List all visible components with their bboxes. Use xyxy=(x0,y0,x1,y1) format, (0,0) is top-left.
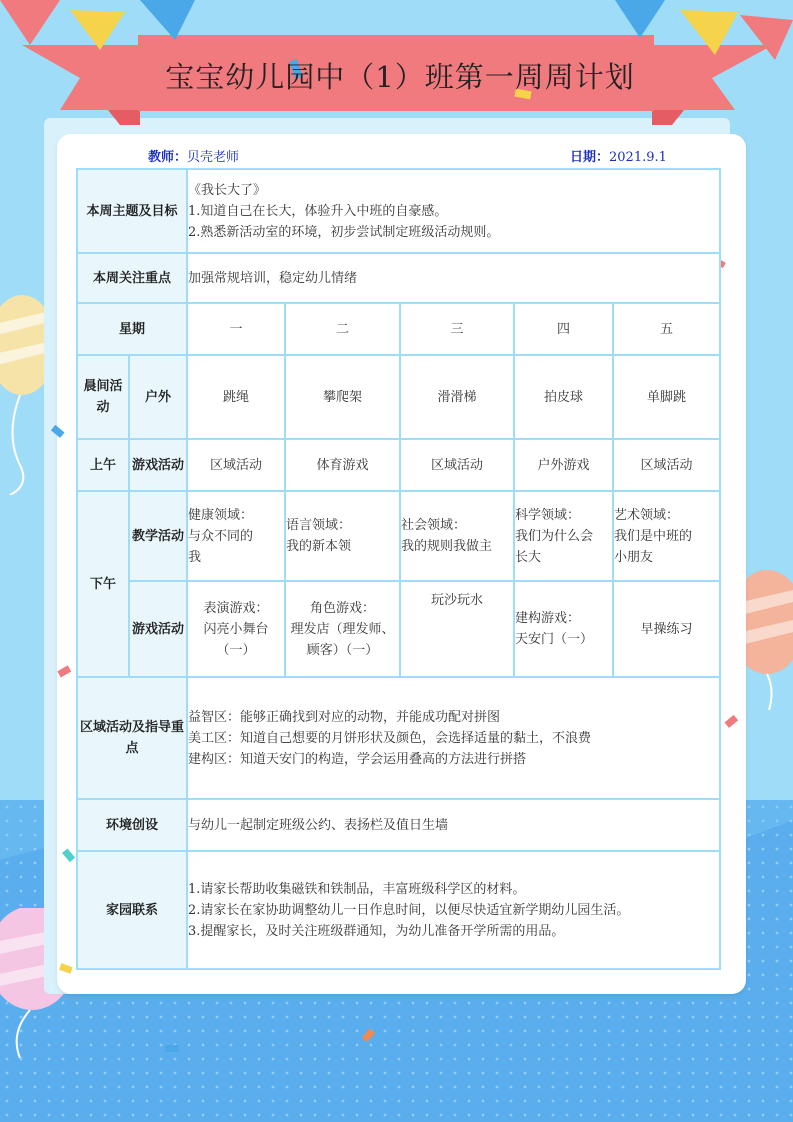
home-row xyxy=(77,851,720,969)
cell-line: 顾客）（一） xyxy=(306,642,379,658)
weekday-thu: 四 xyxy=(514,303,613,355)
cell-line: 长大 xyxy=(515,549,542,565)
cell-line: 建构游戏： xyxy=(515,611,581,626)
area-content xyxy=(187,677,720,799)
am-cell: 户外游戏 xyxy=(514,439,613,491)
pm-games-cell: 早操练习 xyxy=(613,581,720,677)
area-line: 益智区：能够正确找到对应的动物，并能成功配对拼图 xyxy=(188,709,501,725)
cell-line: 理发店（理发师、 xyxy=(290,621,395,637)
area-row xyxy=(77,677,720,799)
morning-cell: 滑滑梯 xyxy=(400,355,514,439)
pm-teaching-cell xyxy=(613,491,720,581)
pm-games-cell xyxy=(514,581,613,677)
date-info xyxy=(570,146,667,165)
cell-line: 我们为什么会 xyxy=(515,528,594,544)
morning-cell: 攀爬架 xyxy=(285,355,400,439)
focus-label: 本周关注重点 xyxy=(77,253,187,303)
theme-row xyxy=(77,169,720,253)
flag-blue-icon xyxy=(140,0,195,40)
cell-line: 社会领域： xyxy=(401,518,467,533)
cell-line: 表演游戏： xyxy=(203,600,269,616)
morning-section: 晨间活动 xyxy=(77,355,129,439)
pm-teaching-sub: 教学活动 xyxy=(129,491,187,581)
theme-line: 2.熟悉新活动室的环境，初步尝试制定班级活动规则。 xyxy=(188,224,500,240)
am-cell: 区域活动 xyxy=(613,439,720,491)
area-line: 建构区：知道天安门的构造，学会运用叠高的方法进行拼搭 xyxy=(188,751,527,767)
weekday-label: 星期 xyxy=(77,303,187,355)
morning-sub: 户外 xyxy=(129,355,187,439)
date-value: 2021.9.1 xyxy=(609,150,667,165)
pm-teaching-cell xyxy=(514,491,613,581)
home-line: 2.请家长在家协助调整幼儿一日作息时间，以便尽快适宜新学期幼儿园生活。 xyxy=(188,902,630,918)
weekday-fri: 五 xyxy=(613,303,720,355)
cell-line: 与众不同的 xyxy=(188,528,254,544)
cell-line: 科学领域： xyxy=(515,507,581,523)
am-section: 上午 xyxy=(77,439,129,491)
morning-cell: 单脚跳 xyxy=(613,355,720,439)
weekly-plan-table xyxy=(76,168,721,970)
pm-teaching-cell xyxy=(285,491,400,581)
morning-cell: 跳绳 xyxy=(187,355,285,439)
theme-line: 《我长大了》 xyxy=(188,182,267,198)
pm-teaching-row xyxy=(77,491,720,581)
teacher-label: 教师： xyxy=(148,150,188,165)
environment-label: 环境创设 xyxy=(77,799,187,851)
pm-games-row xyxy=(77,581,720,677)
weekday-row xyxy=(77,303,720,355)
cell-line: 角色游戏： xyxy=(310,600,376,616)
area-label: 区域活动及指导重点 xyxy=(77,677,187,799)
cell-line: （一） xyxy=(216,642,256,658)
cell-line: 艺术领域： xyxy=(614,507,680,523)
cell-line: 我们是中班的 xyxy=(614,528,693,544)
pm-games-cell xyxy=(285,581,400,677)
home-label: 家园联系 xyxy=(77,851,187,969)
environment-text: 与幼儿一起制定班级公约、表扬栏及值日生墙 xyxy=(187,799,720,851)
cell-line: 天安门（一） xyxy=(515,632,594,647)
environment-row xyxy=(77,799,720,851)
cell-line: 我的规则我做主 xyxy=(401,539,493,554)
focus-row xyxy=(77,253,720,303)
morning-cell: 拍皮球 xyxy=(514,355,613,439)
pm-games-sub: 游戏活动 xyxy=(129,581,187,677)
date-label: 日期： xyxy=(570,150,610,165)
cell-line: 闪亮小舞台 xyxy=(203,621,269,637)
home-line: 3.提醒家长，及时关注班级群通知，为幼儿准备开学所需的用品。 xyxy=(188,923,565,939)
am-row xyxy=(77,439,720,491)
am-cell: 区域活动 xyxy=(187,439,285,491)
am-cell: 体育游戏 xyxy=(285,439,400,491)
pm-section: 下午 xyxy=(77,491,129,677)
pm-games-cell xyxy=(187,581,285,677)
theme-line: 1.知道自己在长大，体验升入中班的自豪感。 xyxy=(188,203,448,219)
theme-content xyxy=(187,169,720,253)
pm-teaching-cell xyxy=(187,491,285,581)
area-line: 美工区：知道自己想要的月饼形状及颜色，会选择适量的黏土，不浪费 xyxy=(188,730,592,746)
cell-line: 语言领域： xyxy=(286,518,352,533)
home-content xyxy=(187,851,720,969)
cell-line: 小朋友 xyxy=(614,549,654,565)
cell-line: 健康领域： xyxy=(188,507,254,523)
focus-text: 加强常规培训，稳定幼儿情绪 xyxy=(187,253,720,303)
am-sub: 游戏活动 xyxy=(129,439,187,491)
weekday-mon: 一 xyxy=(187,303,285,355)
theme-label: 本周主题及目标 xyxy=(77,169,187,253)
cell-line: 我 xyxy=(188,549,202,565)
weekday-wed: 三 xyxy=(400,303,514,355)
weekday-tue: 二 xyxy=(285,303,400,355)
cell-line: 我的新本领 xyxy=(286,539,352,554)
flag-red-icon xyxy=(0,0,60,45)
teacher-info xyxy=(148,146,239,165)
teacher-value: 贝壳老师 xyxy=(187,150,240,165)
flag-yellow-icon xyxy=(70,10,125,50)
page-title: 宝宝幼儿园中（1）班第一周周计划 xyxy=(165,60,635,94)
morning-row xyxy=(77,355,720,439)
am-cell: 区域活动 xyxy=(400,439,514,491)
pm-teaching-cell xyxy=(400,491,514,581)
pm-games-cell: 玩沙玩水 xyxy=(400,581,514,677)
home-line: 1.请家长帮助收集磁铁和铁制品，丰富班级科学区的材料。 xyxy=(188,881,526,897)
